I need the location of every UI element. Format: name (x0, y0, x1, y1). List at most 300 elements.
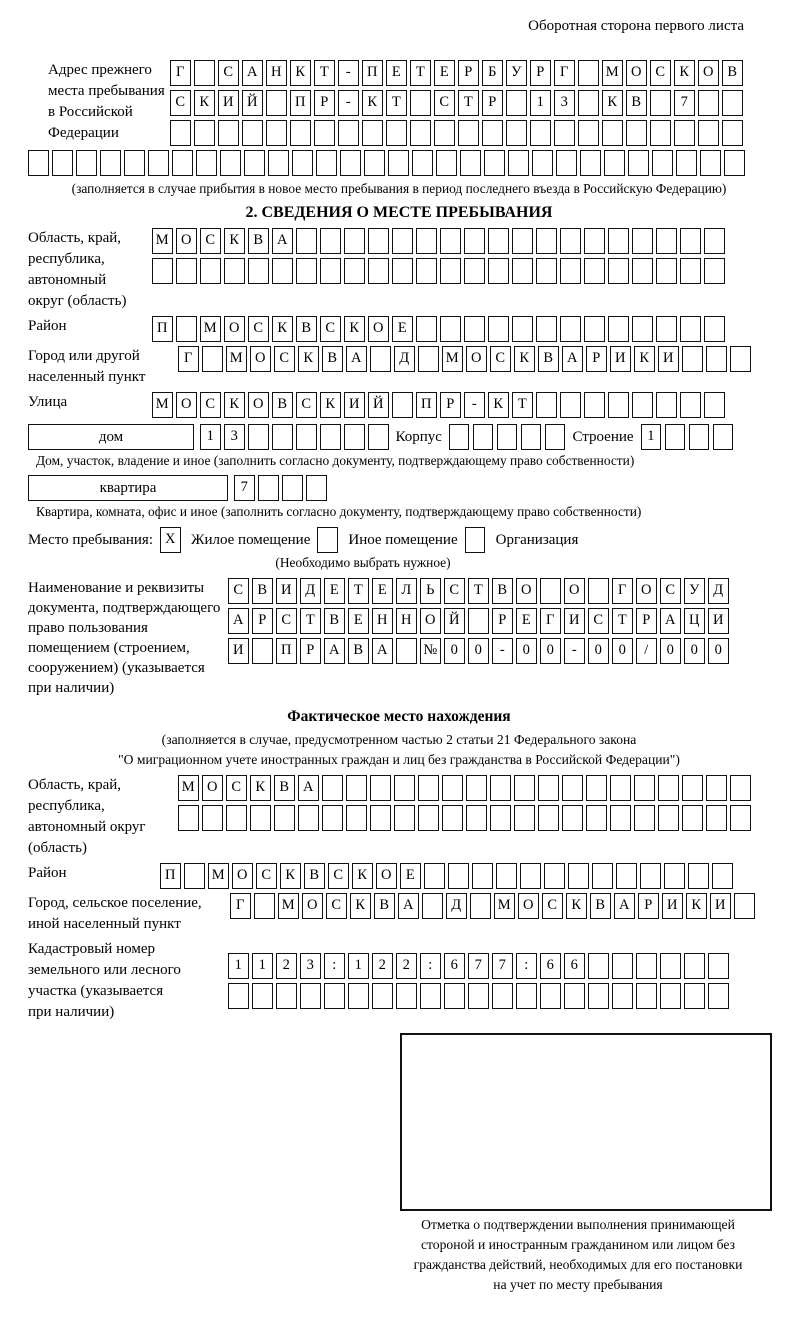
char-box (466, 805, 487, 831)
char-box (252, 983, 273, 1009)
char-box (396, 983, 417, 1009)
char-box (76, 150, 97, 176)
char-box: И (218, 90, 239, 116)
char-box (540, 983, 561, 1009)
char-box (660, 953, 681, 979)
char-box: О (516, 578, 537, 604)
stay-type-label: Место пребывания: (28, 532, 153, 548)
char-box (634, 775, 655, 801)
char-box: 6 (540, 953, 561, 979)
char-box (730, 346, 751, 372)
char-box (665, 424, 686, 450)
char-box (640, 863, 661, 889)
char-box: П (276, 638, 297, 664)
char-box: Б (482, 60, 503, 86)
char-box: Ц (684, 608, 705, 634)
char-box: Н (396, 608, 417, 634)
char-box (704, 316, 725, 342)
char-box (608, 258, 629, 284)
char-box: Ь (420, 578, 441, 604)
char-box: : (324, 953, 345, 979)
label-line: иной населенный пункт (28, 916, 181, 932)
korpus-label: Корпус (395, 429, 442, 445)
char-box: Т (410, 60, 431, 86)
char-box (320, 258, 341, 284)
char-box: К (320, 392, 341, 418)
char-box (612, 983, 633, 1009)
char-box (468, 608, 489, 634)
char-box: И (228, 638, 249, 664)
char-box (300, 983, 321, 1009)
char-box (152, 258, 173, 284)
house-number-boxes (200, 424, 389, 450)
char-box (544, 863, 565, 889)
char-box: И (564, 608, 585, 634)
char-box (562, 775, 583, 801)
char-box (290, 120, 311, 146)
char-box (530, 120, 551, 146)
char-box: М (178, 775, 199, 801)
char-box (545, 424, 566, 450)
label-line: (область) (28, 840, 87, 856)
char-box (689, 424, 710, 450)
char-box (608, 228, 629, 254)
char-box-row (170, 60, 743, 86)
char-box (248, 258, 269, 284)
char-box (712, 863, 733, 889)
char-box (680, 316, 701, 342)
char-box: Т (612, 608, 633, 634)
char-box (224, 258, 245, 284)
char-box (242, 120, 263, 146)
char-box: 1 (348, 953, 369, 979)
city2-label (28, 893, 230, 935)
char-box (464, 258, 485, 284)
char-box-row (170, 120, 743, 146)
char-box: В (248, 228, 269, 254)
char-box: П (362, 60, 383, 86)
note-line: (заполняется в случае, предусмотренном частью 2 статьи 21 Федерального закона (161, 732, 637, 747)
char-box: К (290, 60, 311, 86)
char-box (282, 475, 303, 501)
char-box (588, 578, 609, 604)
char-box (536, 228, 557, 254)
stamp-caption-line: стороной и иностранным гражданином или лицом без (421, 1237, 735, 1252)
char-box: К (602, 90, 623, 116)
stamp-caption-line: Отметка о подтверждении выполнения принимающей (421, 1217, 735, 1232)
char-box: 3 (554, 90, 575, 116)
char-box: И (710, 893, 731, 919)
char-box: В (274, 775, 295, 801)
char-box (628, 150, 649, 176)
char-box (442, 805, 463, 831)
char-box: 0 (708, 638, 729, 664)
char-box (392, 258, 413, 284)
char-box: С (588, 608, 609, 634)
char-box: Т (300, 608, 321, 634)
char-box (314, 120, 335, 146)
char-box: 2 (372, 953, 393, 979)
char-box (440, 316, 461, 342)
char-box (520, 863, 541, 889)
char-box (536, 316, 557, 342)
char-box (449, 424, 470, 450)
char-box: 1 (228, 953, 249, 979)
char-box (698, 120, 719, 146)
char-box: С (542, 893, 563, 919)
stamp-caption-line: гражданства действий, необходимых для его постановки (413, 1257, 743, 1272)
char-box (252, 638, 273, 664)
checkbox-other-premises (317, 527, 338, 553)
char-box: Г (178, 346, 199, 372)
char-box: А (228, 608, 249, 634)
char-box (344, 228, 365, 254)
char-box (496, 863, 517, 889)
char-box: В (296, 316, 317, 342)
char-box: В (492, 578, 513, 604)
char-box (394, 775, 415, 801)
char-box: А (398, 893, 419, 919)
char-box: 7 (234, 475, 255, 501)
char-box: О (636, 578, 657, 604)
prev-address-boxes (170, 60, 743, 146)
char-box (610, 775, 631, 801)
char-box (540, 578, 561, 604)
label-line: округ (область) (28, 293, 127, 309)
char-box (436, 150, 457, 176)
char-box (370, 346, 391, 372)
char-box (650, 120, 671, 146)
label-line: документа, подтверждающего (28, 600, 221, 616)
char-box: В (324, 608, 345, 634)
char-box: - (564, 638, 585, 664)
char-box (320, 228, 341, 254)
char-box-row (178, 805, 751, 831)
char-box (170, 120, 191, 146)
char-box: - (338, 90, 359, 116)
char-box (296, 258, 317, 284)
checkbox-organization (465, 527, 486, 553)
char-box: И (344, 392, 365, 418)
char-box: 1 (200, 424, 221, 450)
char-box (586, 775, 607, 801)
char-box: С (296, 392, 317, 418)
region-label (28, 228, 152, 312)
label-line: автономный (28, 272, 107, 288)
char-box (460, 150, 481, 176)
char-box: П (152, 316, 173, 342)
char-box (466, 775, 487, 801)
char-box (320, 424, 341, 450)
char-box (324, 983, 345, 1009)
street-row (28, 392, 770, 418)
char-box: Г (170, 60, 191, 86)
stamp-caption (368, 1215, 788, 1295)
char-box: 0 (684, 638, 705, 664)
char-box: О (248, 392, 269, 418)
char-box: : (516, 953, 537, 979)
label-line: места пребывания (48, 83, 165, 99)
char-box-row (178, 775, 751, 801)
char-box (652, 150, 673, 176)
korpus-boxes (449, 424, 566, 450)
region2-row (28, 775, 770, 859)
char-box (370, 775, 391, 801)
char-box (674, 120, 695, 146)
char-box: А (562, 346, 583, 372)
char-box (218, 120, 239, 146)
char-box (416, 228, 437, 254)
char-box: У (506, 60, 527, 86)
char-box (418, 805, 439, 831)
stay-type-note: (Необходимо выбрать нужное) (275, 555, 451, 570)
char-box (560, 392, 581, 418)
char-box: Й (242, 90, 263, 116)
char-box (484, 150, 505, 176)
label-line: Город, сельское поселение, (28, 895, 202, 911)
char-box: Е (392, 316, 413, 342)
char-box (272, 424, 293, 450)
char-box (584, 228, 605, 254)
char-box (680, 258, 701, 284)
label-line: право пользования (28, 620, 148, 636)
char-box: К (686, 893, 707, 919)
char-box: 1 (641, 424, 662, 450)
char-box: О (224, 316, 245, 342)
char-box-row (178, 346, 751, 372)
char-box (422, 893, 443, 919)
char-box (148, 150, 169, 176)
char-box: В (272, 392, 293, 418)
char-box: О (176, 392, 197, 418)
char-box (562, 805, 583, 831)
char-box (316, 150, 337, 176)
char-box (532, 150, 553, 176)
char-box (602, 120, 623, 146)
char-box (592, 863, 613, 889)
char-box: Н (372, 608, 393, 634)
char-box: С (444, 578, 465, 604)
char-box (560, 228, 581, 254)
char-box (632, 392, 653, 418)
char-box (734, 893, 755, 919)
char-box: И (662, 893, 683, 919)
char-box: С (490, 346, 511, 372)
char-box (306, 475, 327, 501)
char-box: Т (512, 392, 533, 418)
char-box: Р (314, 90, 335, 116)
char-box: С (218, 60, 239, 86)
char-box (472, 863, 493, 889)
char-box: М (602, 60, 623, 86)
char-box (434, 120, 455, 146)
char-box: К (272, 316, 293, 342)
char-box: 1 (530, 90, 551, 116)
section2-title: 2. СВЕДЕНИЯ О МЕСТЕ ПРЕБЫВАНИЯ (245, 204, 553, 221)
char-box: У (684, 578, 705, 604)
char-box (266, 120, 287, 146)
char-box (482, 120, 503, 146)
char-box: / (636, 638, 657, 664)
char-box: К (344, 316, 365, 342)
char-box: А (372, 638, 393, 664)
char-box (464, 316, 485, 342)
stroenie-boxes (641, 424, 734, 450)
house-type-box: дом (28, 424, 194, 450)
char-box: Р (638, 893, 659, 919)
char-box: К (224, 392, 245, 418)
char-box: Е (348, 608, 369, 634)
char-box (250, 805, 271, 831)
char-box: В (626, 90, 647, 116)
char-box (508, 150, 529, 176)
char-box (698, 90, 719, 116)
char-box (578, 60, 599, 86)
char-box: О (250, 346, 271, 372)
char-box (556, 150, 577, 176)
char-box: 1 (252, 953, 273, 979)
char-box: С (660, 578, 681, 604)
document-label (28, 578, 228, 698)
char-box (244, 150, 265, 176)
char-box: К (362, 90, 383, 116)
char-box: В (304, 863, 325, 889)
label-line: населенный пункт (28, 369, 146, 385)
char-box (708, 953, 729, 979)
stroenie-label: Строение (572, 429, 634, 445)
char-box (172, 150, 193, 176)
char-box: Р (636, 608, 657, 634)
char-box: 0 (516, 638, 537, 664)
char-box: А (614, 893, 635, 919)
char-box: - (492, 638, 513, 664)
char-box: - (464, 392, 485, 418)
char-box: С (200, 392, 221, 418)
char-box (682, 805, 703, 831)
char-box (248, 424, 269, 450)
char-box-row (228, 953, 729, 979)
char-box: Р (458, 60, 479, 86)
char-box: Е (400, 863, 421, 889)
char-box (348, 983, 369, 1009)
char-box: Т (314, 60, 335, 86)
char-box (344, 258, 365, 284)
char-box: М (494, 893, 515, 919)
char-box (554, 120, 575, 146)
char-box (346, 805, 367, 831)
label-line: Адрес прежнего (48, 62, 152, 78)
char-box: О (202, 775, 223, 801)
char-box: В (722, 60, 743, 86)
char-box: Г (230, 893, 251, 919)
char-box (178, 805, 199, 831)
char-box: Д (300, 578, 321, 604)
char-box: С (276, 608, 297, 634)
char-box (636, 983, 657, 1009)
char-box (512, 228, 533, 254)
char-box (588, 983, 609, 1009)
char-box (521, 424, 542, 450)
label-line: Область, край, (28, 777, 122, 793)
char-box (706, 346, 727, 372)
char-box (184, 863, 205, 889)
label-line: Федерации (48, 125, 119, 141)
char-box: К (514, 346, 535, 372)
char-box: М (226, 346, 247, 372)
char-box: М (442, 346, 463, 372)
char-box (564, 983, 585, 1009)
char-box: С (226, 775, 247, 801)
char-box: Р (300, 638, 321, 664)
char-box (676, 150, 697, 176)
prev-address-note: (заполняется в случае прибытия в новое место пребывания в период последнего въезда в Российскую Федерацию) (71, 181, 727, 196)
char-box: Н (266, 60, 287, 86)
char-box: С (274, 346, 295, 372)
char-box (368, 228, 389, 254)
char-box: К (674, 60, 695, 86)
char-box: О (420, 608, 441, 634)
char-box: Г (540, 608, 561, 634)
char-box: П (290, 90, 311, 116)
label-line: в Российской (48, 104, 133, 120)
char-box (473, 424, 494, 450)
char-box: 0 (588, 638, 609, 664)
char-box (497, 424, 518, 450)
char-box (656, 392, 677, 418)
char-box: М (208, 863, 229, 889)
char-box: О (626, 60, 647, 86)
char-box (706, 775, 727, 801)
char-box (488, 316, 509, 342)
char-box (490, 775, 511, 801)
char-box (444, 983, 465, 1009)
char-box (704, 258, 725, 284)
char-box (196, 150, 217, 176)
district2-row (28, 863, 770, 889)
char-box: П (160, 863, 181, 889)
char-box: М (152, 392, 173, 418)
char-box: К (350, 893, 371, 919)
char-box (410, 120, 431, 146)
char-box (386, 120, 407, 146)
apartment-row (28, 475, 770, 501)
option-other-premises-label: Иное помещение (348, 532, 458, 548)
actual-location-note (28, 730, 770, 770)
char-box (514, 775, 535, 801)
stamp-caption-line: на учет по месту пребывания (493, 1277, 663, 1292)
char-box (634, 805, 655, 831)
char-box (424, 863, 445, 889)
char-box (276, 983, 297, 1009)
city-label (28, 346, 178, 388)
char-box (650, 90, 671, 116)
label-line: сооружением) (указывается (28, 660, 205, 676)
region-row (28, 228, 770, 312)
char-box: 0 (444, 638, 465, 664)
char-box (440, 228, 461, 254)
char-box: В (252, 578, 273, 604)
char-box (202, 805, 223, 831)
char-box (268, 150, 289, 176)
district-row (28, 316, 770, 342)
char-box (706, 805, 727, 831)
char-box: 7 (674, 90, 695, 116)
char-box (730, 775, 751, 801)
checkbox-residential: X (160, 527, 181, 553)
char-box (660, 983, 681, 1009)
label-line: автономный округ (28, 819, 146, 835)
char-box (340, 150, 361, 176)
